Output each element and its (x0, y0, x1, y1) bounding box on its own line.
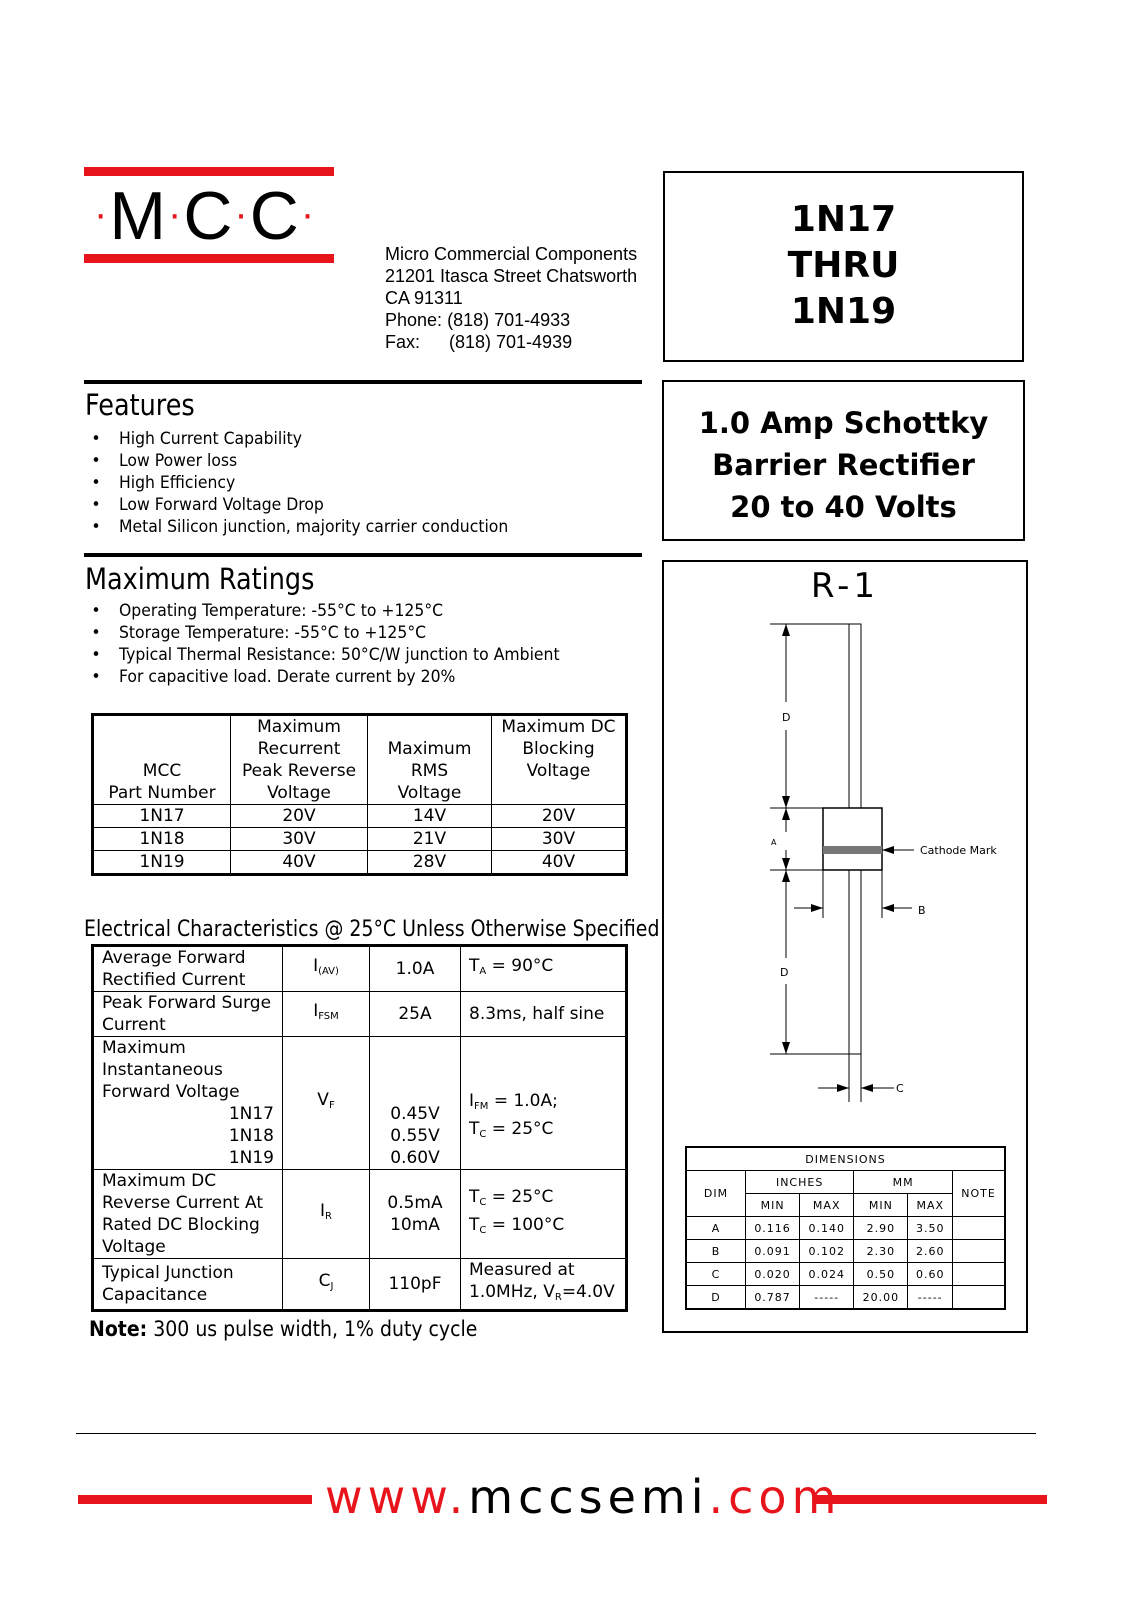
table-cell: $I_{FM} = 1.0A$; $T_C = 25^\circ C$ (461, 1037, 627, 1170)
table-cell (953, 1263, 1005, 1286)
table-cell: Measured at 1.0MHz, $V_R=4.0V$ (461, 1259, 627, 1311)
dim-label-d-top: D (782, 711, 791, 724)
table-row (93, 828, 627, 851)
lead-top (849, 624, 861, 808)
table-cell (953, 1217, 1005, 1240)
table-cell: 0.024 (800, 1263, 854, 1286)
table-row (686, 1240, 1005, 1263)
ratings-rule (84, 553, 642, 557)
table-row (93, 1037, 627, 1170)
ratings-list (84, 600, 601, 688)
arrowhead (837, 1084, 849, 1092)
part-number-box (663, 171, 1024, 362)
company-address (385, 243, 637, 353)
arrowhead (882, 846, 894, 854)
table-cell: 25A (370, 992, 461, 1037)
part-number-thru: THRU (787, 245, 900, 286)
table-cell: $T_C = 25^\circ C$ $T_C = 100^\circ C$ (461, 1170, 627, 1259)
table-cell (953, 1240, 1005, 1263)
company-logo: ·M·C·C· (94, 178, 317, 254)
cathode-band (823, 846, 882, 854)
header-cell: MCC Part Number (93, 715, 231, 805)
company-fax: Fax: (818) 701-4939 (385, 332, 573, 352)
table-cell: C (686, 1263, 746, 1286)
table-cell: NOTE (953, 1171, 1005, 1217)
table-cell: ----- (800, 1286, 854, 1310)
description-line-1: 1.0 Amp Schottky (698, 406, 989, 440)
table-cell: 0.5mA 10mA (370, 1170, 461, 1259)
table-cell (953, 1286, 1005, 1310)
table-cell: Maximum Instantaneous Forward Voltage 1N17 1N18 1N19 (93, 1037, 283, 1170)
table-cell: MIN (854, 1194, 908, 1217)
list-item: • Operating Temperature: -55°C to +125°C (84, 600, 560, 622)
dim-label-c: C (896, 1082, 904, 1095)
table-cell: INCHES (746, 1171, 854, 1194)
table-cell: 1.0A (370, 946, 461, 992)
table-cell: 2.90 (854, 1217, 908, 1240)
table-cell: Peak Forward Surge Current (93, 992, 283, 1037)
electrical-title: Electrical Characteristics @ 25°C Unless Otherwise Specified (84, 917, 660, 942)
description-line-3: 20 to 40 Volts (730, 490, 957, 524)
table-cell: MM (854, 1171, 953, 1194)
header-cell: Maximum DC Blocking Voltage (492, 715, 627, 805)
table-cell: 0.787 (746, 1286, 800, 1310)
table-cell: ----- (908, 1286, 953, 1310)
list-item: • High Current Capability (84, 428, 508, 450)
table-cell: 0.60 (908, 1263, 953, 1286)
table-row (686, 1217, 1005, 1240)
table-cell: 1N19 (93, 851, 231, 875)
company-city: CA 91311 (385, 288, 463, 308)
table-cell: MIN (746, 1194, 800, 1217)
table-cell: 0.140 (800, 1217, 854, 1240)
table-cell: MAX (800, 1194, 854, 1217)
table-cell: 20V (492, 805, 627, 828)
table-cell: 3.50 (908, 1217, 953, 1240)
description-box (662, 380, 1025, 541)
table-cell: 1N17 (93, 805, 231, 828)
header-cell: Maximum RMS Voltage (368, 715, 492, 805)
part-number-start: 1N17 (790, 199, 897, 240)
table-cell: 0.102 (800, 1240, 854, 1263)
dimensions-table (685, 1146, 1006, 1310)
table-cell: 40V (231, 851, 368, 875)
table-cell: 14V (368, 805, 492, 828)
arrowhead (782, 796, 790, 808)
table-cell: $I_{FSM}$ (283, 992, 370, 1037)
table-row (686, 1263, 1005, 1286)
arrowhead (782, 808, 790, 820)
table-row (93, 946, 627, 992)
lead-bottom (849, 870, 861, 1054)
arrowhead (782, 1042, 790, 1054)
features-rule (84, 380, 642, 384)
table-row (686, 1286, 1005, 1310)
features-list (84, 428, 545, 538)
table-cell: 1N18 (93, 828, 231, 851)
dim-label-a: A (771, 838, 777, 847)
list-item: • High Efficiency (84, 472, 508, 494)
table-cell: 30V (492, 828, 627, 851)
table-cell: $I_{(AV)}$ (283, 946, 370, 992)
table-cell: D (686, 1286, 746, 1310)
dim-label-d-bottom: D (780, 966, 789, 979)
table-cell: $V_F$ (283, 1037, 370, 1170)
footer-right-bar (813, 1495, 1047, 1504)
list-item: • Metal Silicon junction, majority carrier conduction (84, 516, 508, 538)
list-item: • Low Power loss (84, 450, 508, 472)
company-name: Micro Commercial Components (385, 244, 638, 264)
header-cell: Maximum Recurrent Peak Reverse Voltage (231, 715, 368, 805)
table-cell: A (686, 1217, 746, 1240)
table-cell: 110pF (370, 1259, 461, 1311)
table-cell: Maximum DC Reverse Current At Rated DC Blocking Voltage (93, 1170, 283, 1259)
part-number-end: 1N19 (790, 291, 897, 332)
table-cell: $C_J$ (283, 1259, 370, 1311)
table-cell: 30V (231, 828, 368, 851)
electrical-table (91, 944, 628, 1312)
table-cell: DIM (686, 1171, 746, 1217)
arrowhead (811, 904, 823, 912)
table-cell: MAX (908, 1194, 953, 1217)
table-row (93, 1170, 627, 1259)
arrowhead (782, 858, 790, 870)
table-cell: Typical Junction Capacitance (93, 1259, 283, 1311)
cathode-mark-label: Cathode Mark (920, 844, 997, 857)
table-cell: 40V (492, 851, 627, 875)
dim-label-b: B (918, 904, 926, 917)
features-title: Features (85, 388, 195, 422)
dimensions-title: DIMENSIONS (686, 1147, 1005, 1171)
ratings-title: Maximum Ratings (85, 562, 315, 596)
company-street: 21201 Itasca Street Chatsworth (385, 266, 638, 286)
ratings-table (91, 713, 628, 876)
list-item: • Low Forward Voltage Drop (84, 494, 508, 516)
table-cell: 20V (231, 805, 368, 828)
website-link[interactable]: www.mccsemi.com (325, 1470, 842, 1524)
footer-left-bar (78, 1495, 312, 1504)
note: Note: 300 us pulse width, 1% duty cycle (89, 1317, 478, 1341)
table-cell: 0.020 (746, 1263, 800, 1286)
company-phone: Phone: (818) 701-4933 (385, 310, 571, 330)
list-item: • For capacitive load. Derate current by 20% (84, 666, 560, 688)
logo-top-bar (84, 167, 334, 176)
package-name: R-1 (810, 566, 880, 606)
table-cell: 0.116 (746, 1217, 800, 1240)
arrowhead (782, 870, 790, 882)
list-item: • Typical Thermal Resistance: 50°C/W junction to Ambient (84, 644, 560, 666)
table-cell: 21V (368, 828, 492, 851)
diode-body (823, 808, 882, 870)
table-cell: 8.3ms, half sine (461, 992, 627, 1037)
table-cell: 2.30 (854, 1240, 908, 1263)
table-cell: 0.45V 0.55V 0.60V (370, 1037, 461, 1170)
arrowhead (882, 904, 894, 912)
table-row (93, 851, 627, 875)
table-row (93, 805, 627, 828)
table-row (93, 1259, 627, 1311)
table-cell: 0.091 (746, 1240, 800, 1263)
footer-rule (76, 1433, 1036, 1434)
table-cell: B (686, 1240, 746, 1263)
table-cell: $T_A = 90^\circ C$ (461, 946, 627, 992)
table-cell: 28V (368, 851, 492, 875)
package-outline-drawing (662, 600, 1028, 1120)
table-cell: 0.50 (854, 1263, 908, 1286)
list-item: • Storage Temperature: -55°C to +125°C (84, 622, 560, 644)
table-cell: 2.60 (908, 1240, 953, 1263)
arrowhead (782, 624, 790, 636)
description-line-2: Barrier Rectifier (712, 448, 975, 482)
table-row (93, 992, 627, 1037)
table-cell: 20.00 (854, 1286, 908, 1310)
table-cell: Average Forward Rectified Current (93, 946, 283, 992)
table-header-row (93, 715, 627, 805)
arrowhead (861, 1084, 873, 1092)
table-cell: $I_R$ (283, 1170, 370, 1259)
